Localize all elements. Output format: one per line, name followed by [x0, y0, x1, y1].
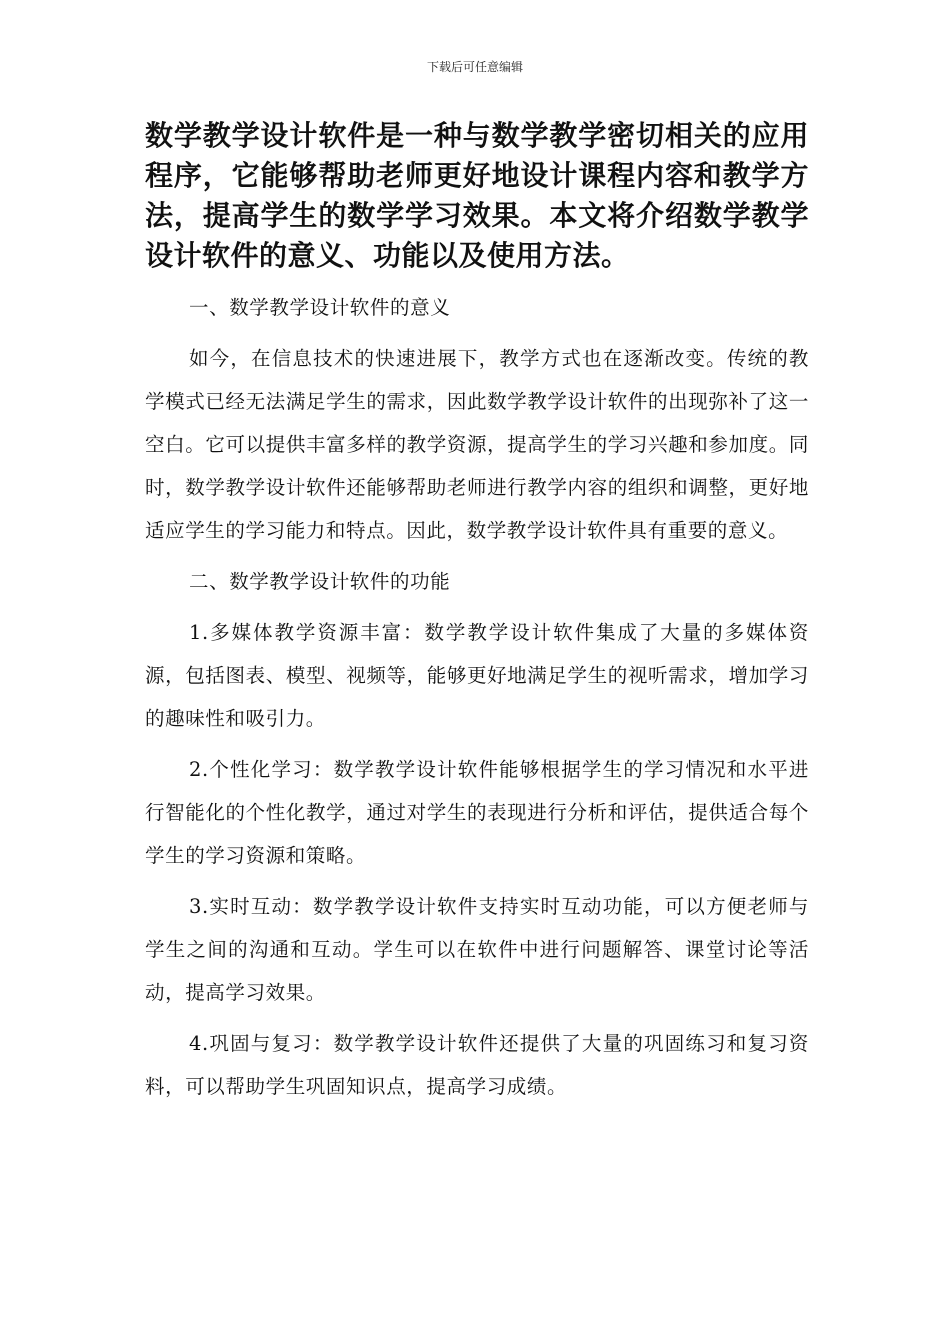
paragraph-significance: 如今，在信息技术的快速进展下，教学方式也在逐渐改变。传统的教学模式已经无法满足学生的需求，因此数学教学设计软件的出现弥补了这一空白。它可以提供丰富多样的教学资源，提高学生的学习兴趣和参加度。同时，数学教学设计软件还能够帮助老师进行教学内容的组织和调整，更好地适应学生的学习能力和特点。因此，数学教学设计软件具有重要的意义。: [145, 347, 809, 542]
header-note: 下载后可任意编辑: [426, 60, 523, 74]
section-heading-significance: 一、数学教学设计软件的意义: [189, 296, 451, 319]
section-heading-features: 二、数学教学设计软件的功能: [189, 570, 451, 593]
feature-item-personalized: 2.个性化学习：数学教学设计软件能够根据学生的学习情况和水平进行智能化的个性化教学，通过对学生的表现进行分析和评估，提供适合每个学生的学习资源和策略。: [145, 758, 809, 867]
lead-paragraph: 数学教学设计软件是一种与数学教学密切相关的应用程序，它能够帮助老师更好地设计课程内容和教学方法，提高学生的数学学习效果。本文将介绍数学教学设计软件的意义、功能以及使用方法。: [145, 119, 809, 272]
feature-item-multimedia: 1.多媒体教学资源丰富：数学教学设计软件集成了大量的多媒体资源，包括图表、模型、视频等，能够更好地满足学生的视听需求，增加学习的趣味性和吸引力。: [145, 621, 809, 730]
feature-item-review: 4.巩固与复习：数学教学设计软件还提供了大量的巩固练习和复习资料，可以帮助学生巩固知识点，提高学习成绩。: [145, 1032, 809, 1098]
document-body: [145, 116, 809, 1116]
feature-item-interaction: 3.实时互动：数学教学设计软件支持实时互动功能，可以方便老师与学生之间的沟通和互动。学生可以在软件中进行问题解答、课堂讨论等活动，提高学习效果。: [145, 895, 809, 1004]
